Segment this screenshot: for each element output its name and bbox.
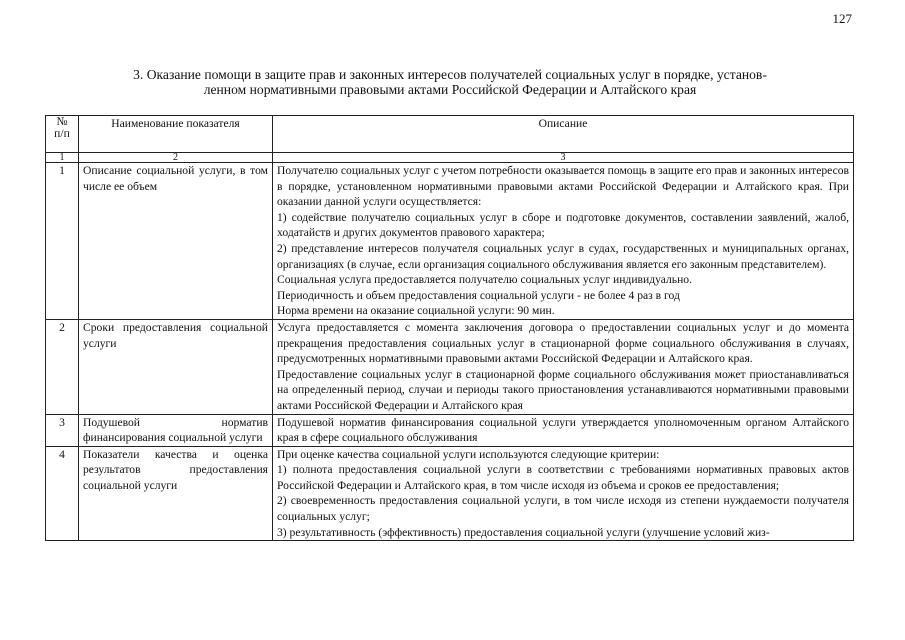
row-number: 4 <box>46 446 79 541</box>
indicator-description <box>273 163 854 320</box>
description-paragraph: 1) полнота предоставления социальной услуги в соответствии с требованиями нормативных правовых актов Российской Федерации и Алтайского края, в том числе исходя из объема и сроков ее предоставления; <box>277 463 849 492</box>
description-paragraph: Подушевой норматив финансирования социальной услуги утверждается уполномоченным органом Алтайского края в сфере социального обслуживания <box>277 415 849 445</box>
indicator-description <box>273 446 854 541</box>
indicators-table <box>45 115 854 541</box>
description-paragraph: Предоставление социальных услуг в стационарной форме социального обслуживания может приостанавливаться на определенный период, случаи и периоды такого приостановления устанавливаются нормативными правовыми актами Российской Федерации и Алтайского края <box>277 367 849 412</box>
indicator-name: Подушевой норматив финансирования социальной услуги <box>79 414 273 446</box>
section-title-line-2: ленном нормативными правовыми актами Российской Федерации и Алтайского края <box>203 82 697 97</box>
section-title <box>60 67 840 97</box>
table-header-row <box>46 116 854 153</box>
section-title-line-1: 3. Оказание помощи в защите прав и законных интересов получателей социальных услуг в порядке, установ- <box>133 67 767 82</box>
row-number: 1 <box>46 163 79 320</box>
column-index: 3 <box>273 153 854 163</box>
header-number-line-1: № <box>56 115 68 128</box>
header-description: Описание <box>273 116 854 153</box>
column-index: 1 <box>46 153 79 163</box>
indicator-name: Описание социальной услуги, в том числе ее объем <box>79 163 273 320</box>
description-paragraph: При оценке качества социальной услуги используются следующие критерии: <box>277 447 660 461</box>
column-index-row <box>46 153 854 163</box>
header-indicator-name: Наименование показателя <box>79 116 273 153</box>
description-paragraph: Социальная услуга предоставляется получателю социальных услуг индивидуально. <box>277 273 692 287</box>
table-row <box>46 163 854 320</box>
header-number-line-2: п/п <box>54 127 70 140</box>
description-paragraph: 3) результативность (эффективность) предоставления социальной услуги (улучшение условий жиз- <box>277 525 770 539</box>
indicator-name: Сроки предоставления социальной услуги <box>79 319 273 414</box>
row-number: 3 <box>46 414 79 446</box>
description-paragraph: 1) содействие получателю социальных услуг в сборе и подготовке документов, составлении заявлений, жалоб, ходатайств и других документов правового характера; <box>277 210 849 240</box>
page-number: 127 <box>832 11 852 26</box>
table-row <box>46 319 854 414</box>
indicator-description <box>273 414 854 446</box>
indicator-name: Показатели качества и оценка результатов предоставления социальной услуги <box>79 446 273 541</box>
description-paragraph: Получателю социальных услуг с учетом потребности оказывается помощь в защите его прав и законных интересов в порядке, установленном нормативными правовыми актами Российской Федерации и Алтайского края. При оказании данной услуги осуществляется: <box>277 164 849 209</box>
row-number: 2 <box>46 319 79 414</box>
header-number <box>46 116 79 153</box>
description-paragraph: Периодичность и объем предоставления социальной услуги - не более 4 раз в год <box>277 288 680 302</box>
column-index: 2 <box>79 153 273 163</box>
description-paragraph: 2) своевременность предоставления социальной услуги, в том числе исходя из степени нуждаемости получателя социальных услуг; <box>277 494 849 524</box>
table-row <box>46 446 854 541</box>
description-paragraph: 2) представление интересов получателя социальных услуг в судах, государственных и муниципальных органах, организациях (в случае, если организация социального обслуживания является его законным представителем). <box>277 241 849 271</box>
description-paragraph: Услуга предоставляется с момента заключения договора о предоставлении социальных услуг и до момента прекращения предоставления социальных услуг в стационарной форме социального обслуживания в случаях, предусмотренных нормативными правовыми актами Российской Федерации и Алтайского края. <box>277 320 849 366</box>
description-paragraph: Норма времени на оказание социальной услуги: 90 мин. <box>277 304 555 318</box>
table-row <box>46 414 854 446</box>
indicator-description <box>273 319 854 414</box>
